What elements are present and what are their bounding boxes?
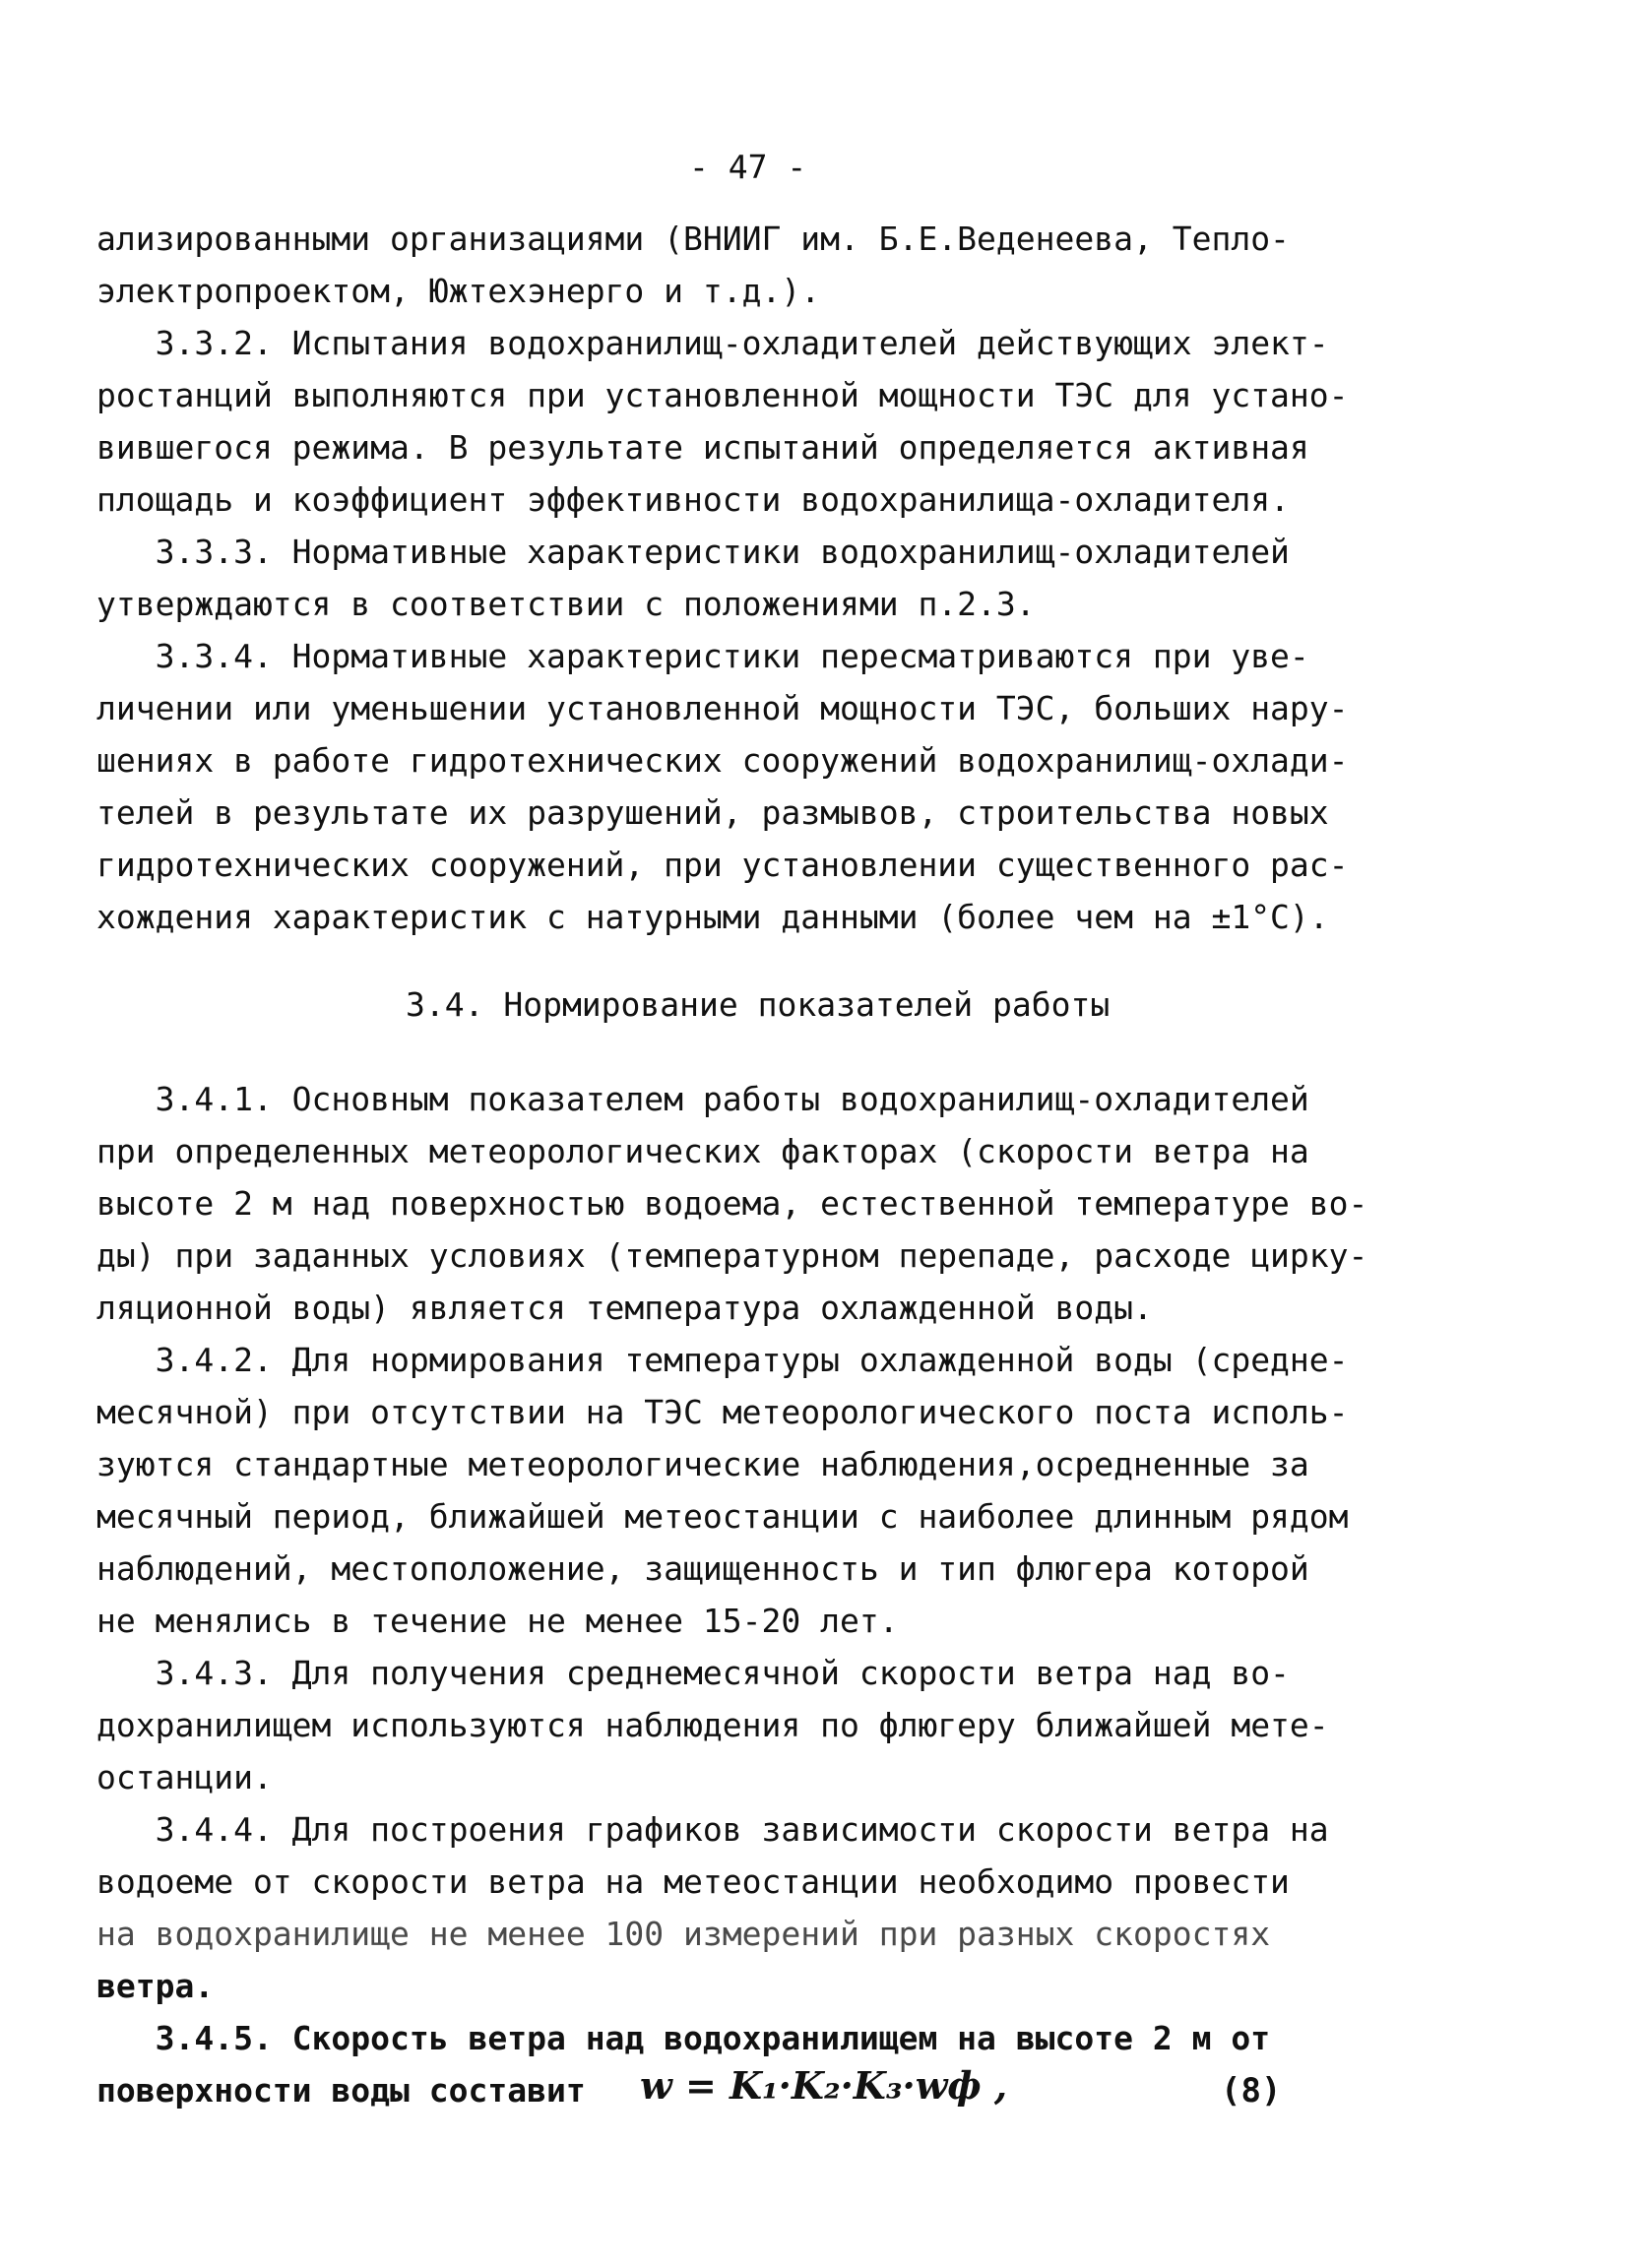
text-line: на водохранилище не менее 100 измерений при разных скоростях: [96, 1915, 1271, 1953]
text-line: личении или уменьшении установленной мощности ТЭС, больших нару-: [96, 689, 1349, 727]
text-line: поверхности воды составит: [96, 2071, 586, 2110]
text-line: водоеме от скорости ветра на метеостанции необходимо провести: [96, 1862, 1290, 1901]
text-line: высоте 2 м над поверхностью водоема, естественной температуре во-: [96, 1184, 1368, 1223]
equation-number: (8): [1221, 2071, 1282, 2110]
text-line: площадь и коэффициент эффективности водохранилища-охладителя.: [96, 480, 1290, 519]
text-line: месячной) при отсутствии на ТЭС метеорологического поста исполь-: [96, 1393, 1349, 1431]
text-line: 3.3.2. Испытания водохранилищ-охладителей действующих элект-: [96, 324, 1329, 362]
formula: w = K₁·K₂·K₃·wф ,: [640, 2063, 1008, 2108]
text-line: ализированными организациями (ВНИИГ им. Б.Е.Веденеева, Тепло-: [96, 220, 1290, 258]
page-number: - 47 -: [689, 148, 807, 186]
text-line: зуются стандартные метеорологические наблюдения,осредненные за: [96, 1445, 1309, 1483]
text-line: ды) при заданных условиях (температурном перепаде, расходе цирку-: [96, 1236, 1368, 1275]
text-line: 3.4.2. Для нормирования температуры охлажденной воды (средне-: [96, 1341, 1349, 1379]
text-line: вившегося режима. В результате испытаний определяется активная: [96, 428, 1309, 467]
text-line: ветра.: [96, 1967, 215, 2005]
text-line: 3.3.4. Нормативные характеристики пересматриваются при уве-: [96, 637, 1309, 675]
text-line: утверждаются в соответствии с положениями п.2.3.: [96, 585, 1036, 623]
text-line: 3.4.5. Скорость ветра над водохранилищем на высоте 2 м от: [96, 2019, 1271, 2057]
text-line: останции.: [96, 1758, 273, 1796]
text-line: гидротехнических сооружений, при установлении существенного рас-: [96, 846, 1349, 884]
text-line: 3.3.3. Нормативные характеристики водохранилищ-охладителей: [96, 533, 1290, 571]
section-heading: 3.4. Нормирование показателей работы: [406, 985, 1111, 1024]
text-line: ляционной воды) является температура охлажденной воды.: [96, 1289, 1153, 1327]
text-line: хождения характеристик с натурными данными (более чем на ±1°С).: [96, 898, 1329, 936]
text-line: дохранилищем используются наблюдения по флюгеру ближайшей мете-: [96, 1706, 1329, 1744]
text-line: 3.4.3. Для получения среднемесячной скорости ветра над во-: [96, 1654, 1290, 1692]
text-line: при определенных метеорологических факторах (скорости ветра на: [96, 1132, 1309, 1170]
text-line: ростанций выполняются при установленной мощности ТЭС для устано-: [96, 376, 1349, 414]
text-line: 3.4.1. Основным показателем работы водохранилищ-охладителей: [96, 1080, 1309, 1118]
text-line: не менялись в течение не менее 15-20 лет.: [96, 1602, 899, 1640]
text-line: наблюдений, местоположение, защищенность и тип флюгера которой: [96, 1549, 1309, 1588]
text-line: 3.4.4. Для построения графиков зависимости скорости ветра на: [96, 1810, 1329, 1849]
text-line: электропроектом, Южтехэнерго и т.д.).: [96, 272, 821, 310]
text-line: шениях в работе гидротехнических сооружений водохранилищ-охлади-: [96, 741, 1349, 780]
text-line: телей в результате их разрушений, размывов, строительства новых: [96, 793, 1329, 832]
text-line: месячный период, ближайшей метеостанции с наиболее длинным рядом: [96, 1497, 1349, 1536]
